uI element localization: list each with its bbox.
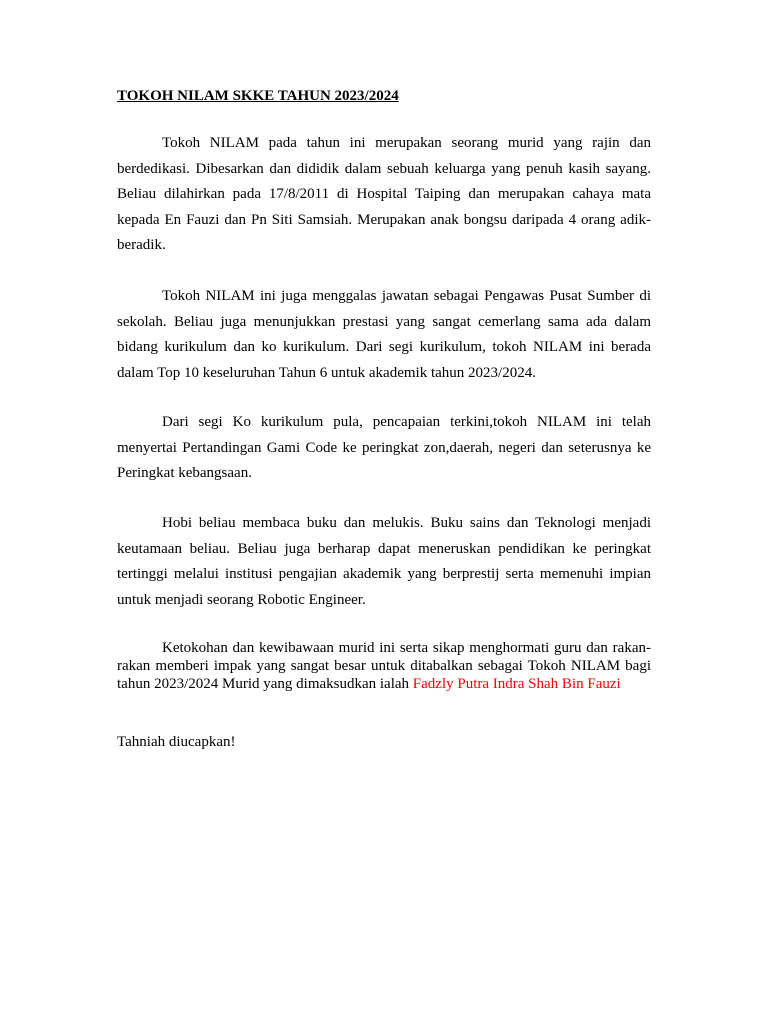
paragraph-background: Tokoh NILAM pada tahun ini merupakan seorang murid yang rajin dan berdedikasi. Dibesarkan dan dididik dalam sebuah keluarga yang penuh kasih sayang. Beliau dilahirkan pada 17/8/2011 di Hospital Taiping dan merupakan cahaya mata kepada En Fauzi dan Pn Siti Samsiah. Merupakan anak bongsu daripada 4 orang adik-beradik. <box>117 135 651 254</box>
paragraph-roles: Tokoh NILAM ini juga menggalas jawatan sebagai Pengawas Pusat Sumber di sekolah. Beliau juga menunjukkan prestasi yang sangat cemerlang sama ada dalam bidang kurikulum dan ko kurikulum. Dari segi kurikulum, tokoh NILAM ini berada dalam Top 10 keseluruhan Tahun 6 untuk akademik tahun 2023/2024. <box>117 288 651 381</box>
conclusion-text: Ketokohan dan kewibawaan murid ini serta sikap menghormati guru dan rakan-rakan memberi impak yang sangat besar untuk ditabalkan sebagai Tokoh NILAM bagi tahun 2023/2024 Murid yang dimaksudkan ialah <box>117 640 651 692</box>
paragraph-cocurriculum: Dari segi Ko kurikulum pula, pencapaian terkini,tokoh NILAM ini telah menyertai Pertandingan Gami Code ke peringkat zon,daerah, negeri dan seterusnya ke Peringkat kebangsaan. <box>117 414 651 482</box>
document-title: TOKOH NILAM SKKE TAHUN 2023/2024 <box>117 88 399 104</box>
paragraph-hobbies: Hobi beliau membaca buku dan melukis. Buku sains dan Teknologi menjadi keutamaan beliau. Beliau juga berharap dapat meneruskan pendidikan ke peringkat tertinggi melalui institusi pengajian akademik yang berprestij serta memenuhi impian untuk menjadi seorang Robotic Engineer. <box>117 515 651 608</box>
paragraph-conclusion <box>117 639 651 693</box>
student-name-highlight: Fadzly Putra Indra Shah Bin Fauzi <box>412 676 621 692</box>
closing-line: Tahniah diucapkan! <box>117 734 236 750</box>
